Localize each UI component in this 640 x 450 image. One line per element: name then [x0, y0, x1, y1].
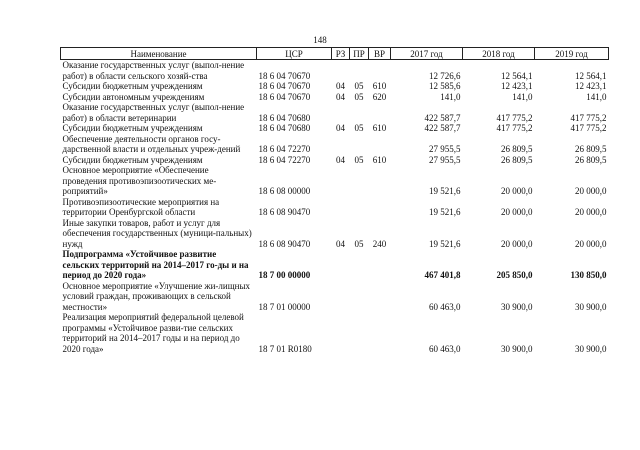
- row-value-2019: 30 900,0: [575, 301, 607, 312]
- row-rz: 04: [336, 91, 345, 102]
- row-name: Обеспечение деятельности органов госу-дарственной власти и отдельных учреж-дений: [62, 133, 241, 154]
- row-value-2019: 417 775,2: [570, 112, 607, 123]
- row-name: Противоэпизоотические мероприятия на территории Оренбургской области: [62, 196, 220, 217]
- row-pr: 05: [354, 123, 364, 133]
- row-pr: [350, 60, 369, 82]
- row-vr: 610: [372, 81, 387, 91]
- row-value-2019: 20 000,0: [575, 207, 607, 217]
- row-code: 18 6 04 70670: [258, 91, 311, 102]
- header-name: Наименование: [61, 48, 257, 60]
- row-pr: [350, 102, 369, 123]
- row-pr: [350, 197, 369, 218]
- row-value-2017: 19 521,6: [429, 207, 461, 217]
- row-name: Субсидии автономным учреждениям: [62, 91, 205, 102]
- row-value-2019: 12 564,1: [575, 70, 607, 81]
- row-value-2019: 26 809,5: [575, 154, 607, 165]
- row-value-2019: 141,0: [586, 91, 607, 102]
- header-rz: РЗ: [332, 48, 350, 60]
- header-2019: 2019 год: [535, 48, 609, 60]
- row-value-2018: 20 000,0: [501, 186, 533, 196]
- row-vr: 240: [372, 238, 387, 249]
- table-row: [61, 312, 609, 354]
- row-rz: [332, 249, 350, 281]
- row-value-2018: 26 809,5: [501, 144, 533, 154]
- row-name: Субсидии бюджетным учреждениям: [62, 123, 203, 133]
- row-code: 18 7 01 00000: [258, 301, 311, 312]
- row-code: 18 7 01 R0180: [258, 343, 312, 354]
- row-rz: 04: [336, 123, 345, 133]
- row-value-2019: 12 423,1: [575, 81, 607, 91]
- table-row: [61, 81, 609, 92]
- row-name: Оказание государственных услуг (выпол-нение работ) в области ветеринарии: [62, 102, 245, 123]
- row-code: 18 6 04 70680: [258, 112, 311, 123]
- row-code: 18 6 04 70680: [258, 123, 311, 133]
- row-rz: [332, 60, 350, 82]
- row-pr: 05: [354, 81, 364, 91]
- header-2018: 2018 год: [463, 48, 535, 60]
- row-code: 18 6 08 90470: [258, 207, 311, 217]
- row-vr: 620: [372, 91, 387, 102]
- row-pr: [350, 312, 369, 354]
- row-rz: [332, 312, 350, 354]
- table-row: [61, 281, 609, 313]
- row-value-2018: 417 775,2: [496, 123, 533, 133]
- row-code: 18 6 04 70670: [258, 70, 311, 81]
- row-rz: [332, 281, 350, 313]
- row-vr: [369, 102, 391, 123]
- table-row: [61, 155, 609, 166]
- row-name: Основное мероприятие «Улучшение жи-лищных условий граждан, проживающих в сельской местности»: [62, 280, 250, 312]
- row-name: Оказание государственных услуг (выпол-нение работ) в области сельского хозяй-ства: [62, 60, 245, 81]
- row-vr: 610: [372, 123, 387, 133]
- row-pr: [350, 249, 369, 281]
- row-code: 18 6 04 70670: [258, 81, 311, 91]
- row-pr: [350, 281, 369, 313]
- header-vr: ВР: [369, 48, 391, 60]
- row-code: 18 6 08 00000: [258, 186, 311, 196]
- row-value-2017: 27 955,5: [429, 154, 461, 165]
- row-code: 18 7 00 00000: [258, 270, 311, 280]
- row-name: Субсидии бюджетным учреждениям: [62, 81, 203, 91]
- row-value-2018: 30 900,0: [501, 301, 533, 312]
- row-value-2017: 467 401,8: [424, 270, 461, 280]
- row-pr: 05: [354, 91, 364, 102]
- row-value-2018: 141,0: [512, 91, 533, 102]
- row-value-2017: 27 955,5: [429, 144, 461, 154]
- row-vr: [369, 312, 391, 354]
- header-2017: 2017 год: [391, 48, 463, 60]
- row-value-2018: 417 775,2: [496, 112, 533, 123]
- row-name: Подпрограмма «Устойчивое развитие сельских территорий на 2014–2017 го-ды и на период до 2020 года»: [62, 249, 249, 280]
- row-value-2017: 422 587,7: [424, 123, 461, 133]
- row-value-2017: 12 726,6: [429, 70, 461, 81]
- row-value-2018: 20 000,0: [501, 207, 533, 217]
- row-value-2017: 60 463,0: [429, 343, 461, 354]
- row-pr: 05: [354, 154, 364, 165]
- row-vr: [369, 165, 391, 197]
- row-code: 18 6 08 90470: [258, 238, 311, 249]
- row-rz: 04: [336, 238, 345, 249]
- row-value-2017: 19 521,6: [429, 186, 461, 196]
- row-vr: [369, 197, 391, 218]
- row-value-2018: 12 423,1: [501, 81, 533, 91]
- row-value-2019: 20 000,0: [575, 238, 607, 249]
- row-code: 18 6 04 72270: [258, 144, 311, 154]
- table-body: [61, 60, 609, 355]
- budget-table: [60, 47, 609, 354]
- row-value-2018: 26 809,5: [501, 154, 533, 165]
- row-value-2018: 30 900,0: [501, 343, 533, 354]
- table-row: [61, 249, 609, 281]
- table-row: [61, 123, 609, 134]
- row-value-2017: 19 521,6: [429, 238, 461, 249]
- row-vr: [369, 60, 391, 82]
- row-name: Субсидии бюджетным учреждениям: [62, 154, 203, 165]
- row-name: Реализация мероприятий федеральной целевой программы «Устойчивое разви-тие сельских территорий на 2014–2017 годы и на период до 2020 года»: [62, 312, 244, 354]
- table-row: [61, 134, 609, 155]
- row-value-2018: 12 564,1: [501, 70, 533, 81]
- row-vr: [369, 249, 391, 281]
- table-row: [61, 102, 609, 123]
- table-row: [61, 218, 609, 250]
- row-name: Иные закупки товаров, работ и услуг для обеспечения государственных (муници-пальных) нужд: [62, 217, 252, 249]
- table-row: [61, 92, 609, 103]
- header-code: ЦСР: [257, 48, 332, 60]
- row-rz: [332, 165, 350, 197]
- row-vr: [369, 134, 391, 155]
- row-vr: 610: [372, 154, 387, 165]
- row-vr: [369, 281, 391, 313]
- row-rz: 04: [336, 81, 345, 91]
- row-rz: 04: [336, 154, 345, 165]
- table-row: [61, 60, 609, 82]
- row-value-2017: 60 463,0: [429, 301, 461, 312]
- row-rz: [332, 197, 350, 218]
- row-value-2019: 130 850,0: [570, 270, 607, 280]
- row-pr: [350, 134, 369, 155]
- table-header-row: [61, 48, 609, 60]
- row-value-2018: 20 000,0: [501, 238, 533, 249]
- row-name: Основное мероприятие «Обеспечение проведения противоэпизоотических ме-роприятий»: [62, 165, 217, 196]
- row-value-2018: 205 850,0: [496, 270, 533, 280]
- row-pr: 05: [354, 238, 364, 249]
- row-value-2019: 26 809,5: [575, 144, 607, 154]
- row-value-2019: 20 000,0: [575, 186, 607, 196]
- row-value-2017: 422 587,7: [424, 112, 461, 123]
- row-pr: [350, 165, 369, 197]
- header-pr: ПР: [350, 48, 369, 60]
- row-value-2019: 30 900,0: [575, 343, 607, 354]
- table-row: [61, 165, 609, 197]
- row-rz: [332, 102, 350, 123]
- row-rz: [332, 134, 350, 155]
- page-number: 148: [313, 35, 327, 45]
- row-value-2017: 141,0: [440, 91, 461, 102]
- row-value-2017: 12 585,6: [429, 81, 461, 91]
- table-row: [61, 197, 609, 218]
- row-value-2019: 417 775,2: [570, 123, 607, 133]
- row-code: 18 6 04 72270: [258, 154, 311, 165]
